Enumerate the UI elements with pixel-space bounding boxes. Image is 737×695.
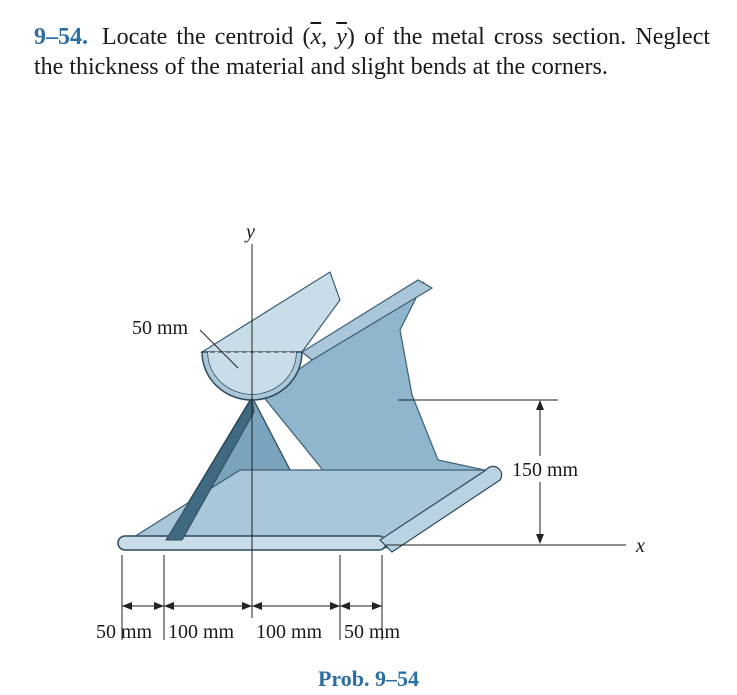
- problem-text-b: ) of the metal cross section.: [346, 24, 627, 50]
- dim-arrow-6: [330, 602, 340, 610]
- x-bar-symbol: $\overline{x}$: [310, 24, 322, 50]
- x-axis-label: x: [636, 535, 645, 557]
- dim-label-4: 50 mm: [344, 621, 401, 643]
- problem-text-rest: Neglect the thickness of the material and slight bends at the corners.: [34, 24, 711, 80]
- dim-label-3: 100 mm: [256, 621, 323, 643]
- dim-label-2: 100 mm: [168, 621, 235, 643]
- comma: ,: [321, 24, 337, 50]
- dim-arrow-8: [372, 602, 382, 610]
- problem-text-a: Locate the centroid (: [102, 24, 311, 50]
- height-arrow-top: [536, 400, 544, 410]
- channel-top-band: [202, 272, 340, 352]
- dim-arrow-7: [340, 602, 350, 610]
- y-axis-label: y: [246, 221, 255, 243]
- dim-arrow-5: [252, 602, 262, 610]
- height-arrow-bottom: [536, 534, 544, 544]
- dim-arrow-3: [164, 602, 174, 610]
- height-label: 150 mm: [512, 459, 579, 481]
- problem-number: 9–54.: [34, 24, 88, 50]
- figure-caption: Prob. 9–54: [317, 666, 420, 691]
- dim-arrow-2: [154, 602, 164, 610]
- dim-arrow-4: [242, 602, 252, 610]
- y-bar-symbol: $\overline{y}$: [336, 24, 347, 50]
- radius-label: 50 mm: [132, 317, 189, 339]
- dim-label-1: 50 mm: [96, 621, 153, 643]
- dim-arrow-1: [122, 602, 132, 610]
